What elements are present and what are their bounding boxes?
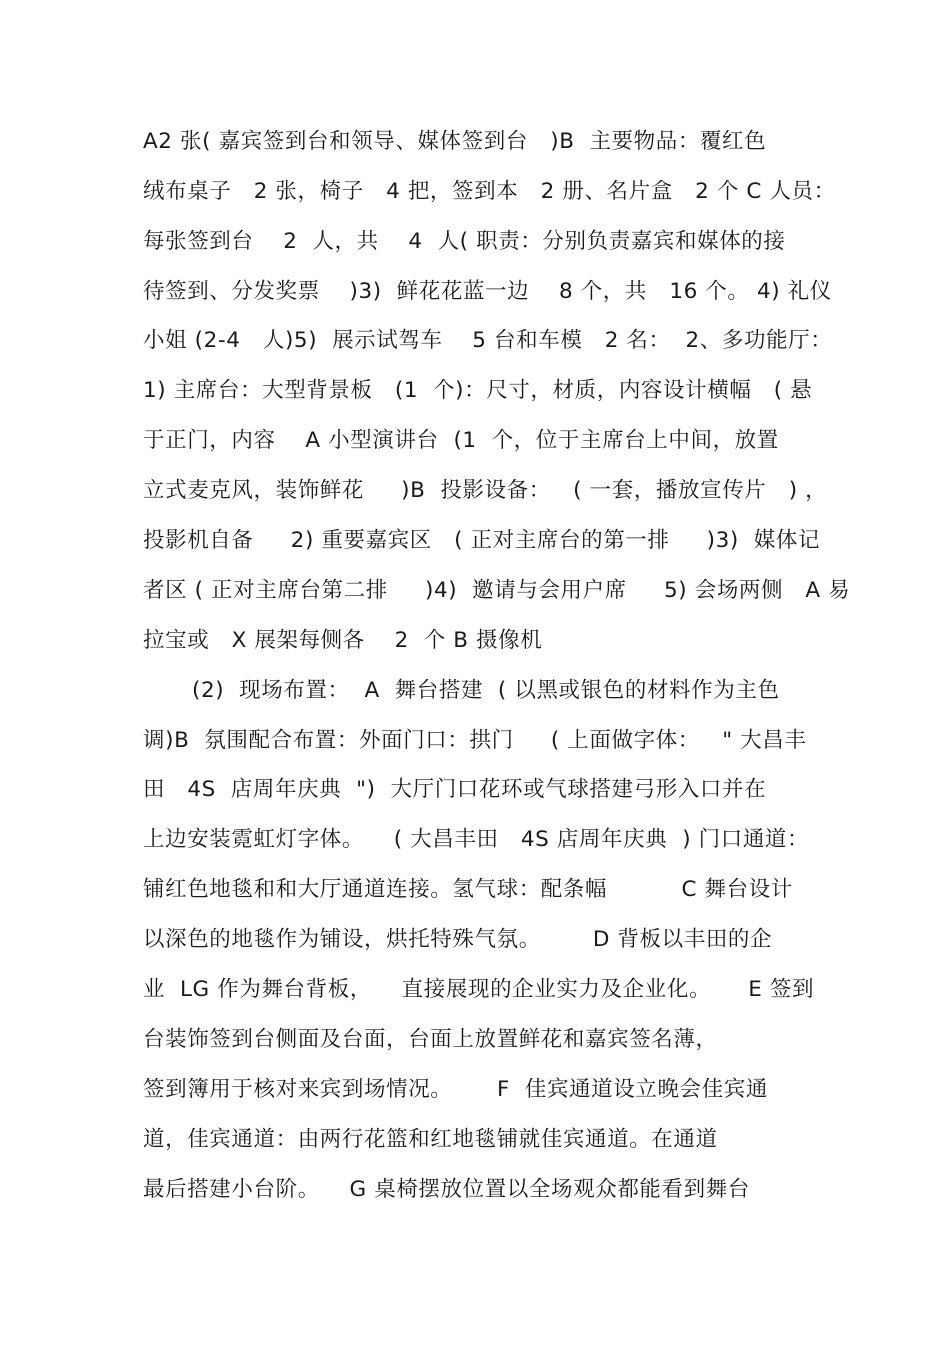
text-line: 台装饰签到台侧面及台面，台面上放置鲜花和嘉宾签名薄， bbox=[143, 1027, 718, 1052]
text-line: 绒布桌子 2 张，椅子 4 把，签到本 2 册、名片盒 2 个 C 人员： bbox=[143, 179, 836, 204]
paragraph-start-line: (2) 现场布置： A 舞台搭建 ( 以黑或银色的材料作为主色 bbox=[192, 678, 780, 703]
text-line: 道，佳宾通道：由两行花篮和红地毯铺就佳宾通道。在通道 bbox=[143, 1127, 718, 1152]
text-line: 者区 ( 正对主席台第二排 )4) 邀请与会用户席 5) 会场两侧 A 易 bbox=[143, 578, 851, 603]
text-line: 1) 主席台：大型背景板 (1 个)：尺寸，材质，内容设计横幅 ( 悬 bbox=[143, 378, 813, 403]
text-line: 立式麦克风，装饰鲜花 )B 投影设备： ( 一套，播放宣传片 ) ， bbox=[143, 478, 828, 503]
text-line: A2 张( 嘉宾签到台和领导、媒体签到台 )B 主要物品：覆红色 bbox=[143, 129, 767, 154]
text-line: 调)B 氛围配合布置：外面门口：拱门 ( 上面做字体： " 大昌丰 bbox=[143, 728, 807, 753]
text-line: 待签到、分发奖票 )3) 鲜花花蓝一边 8 个，共 16 个。 4) 礼仪 bbox=[143, 279, 832, 304]
text-line: 最后搭建小台阶。 G 桌椅摆放位置以全场观众都能看到舞台 bbox=[143, 1177, 750, 1202]
text-line: 业 LG 作为舞台背板， 直接展现的企业实力及企业化。 E 签到 bbox=[143, 977, 815, 1002]
text-line: 拉宝或 X 展架每侧各 2 个 B 摄像机 bbox=[143, 628, 543, 653]
text-line: 铺红色地毯和和大厅通道连接。氢气球：配条幅 C 舞台设计 bbox=[143, 877, 793, 902]
text-line: 投影机自备 2) 重要嘉宾区 ( 正对主席台的第一排 )3) 媒体记 bbox=[143, 528, 821, 553]
text-line: 于正门，内容 A 小型演讲台 (1 个，位于主席台上中间，放置 bbox=[143, 428, 779, 453]
text-line: 每张签到台 2 人，共 4 人( 职责：分别负责嘉宾和媒体的接 bbox=[143, 229, 786, 254]
text-line: 田 4S 店周年庆典 ") 大厅门口花环或气球搭建弓形入口并在 bbox=[143, 777, 767, 802]
text-line: 以深色的地毯作为铺设，烘托特殊气氛。 D 背板以丰田的企 bbox=[143, 927, 773, 952]
text-line: 签到簿用于核对来宾到场情况。 F 佳宾通道设立晚会佳宾通 bbox=[143, 1077, 768, 1102]
text-line: 上边安装霓虹灯字体。 ( 大昌丰田 4S 店周年庆典 ) 门口通道： bbox=[143, 827, 810, 852]
text-line: 小姐 (2-4 人)5) 展示试驾车 5 台和车模 2 名： 2、多功能厅： bbox=[143, 328, 833, 353]
